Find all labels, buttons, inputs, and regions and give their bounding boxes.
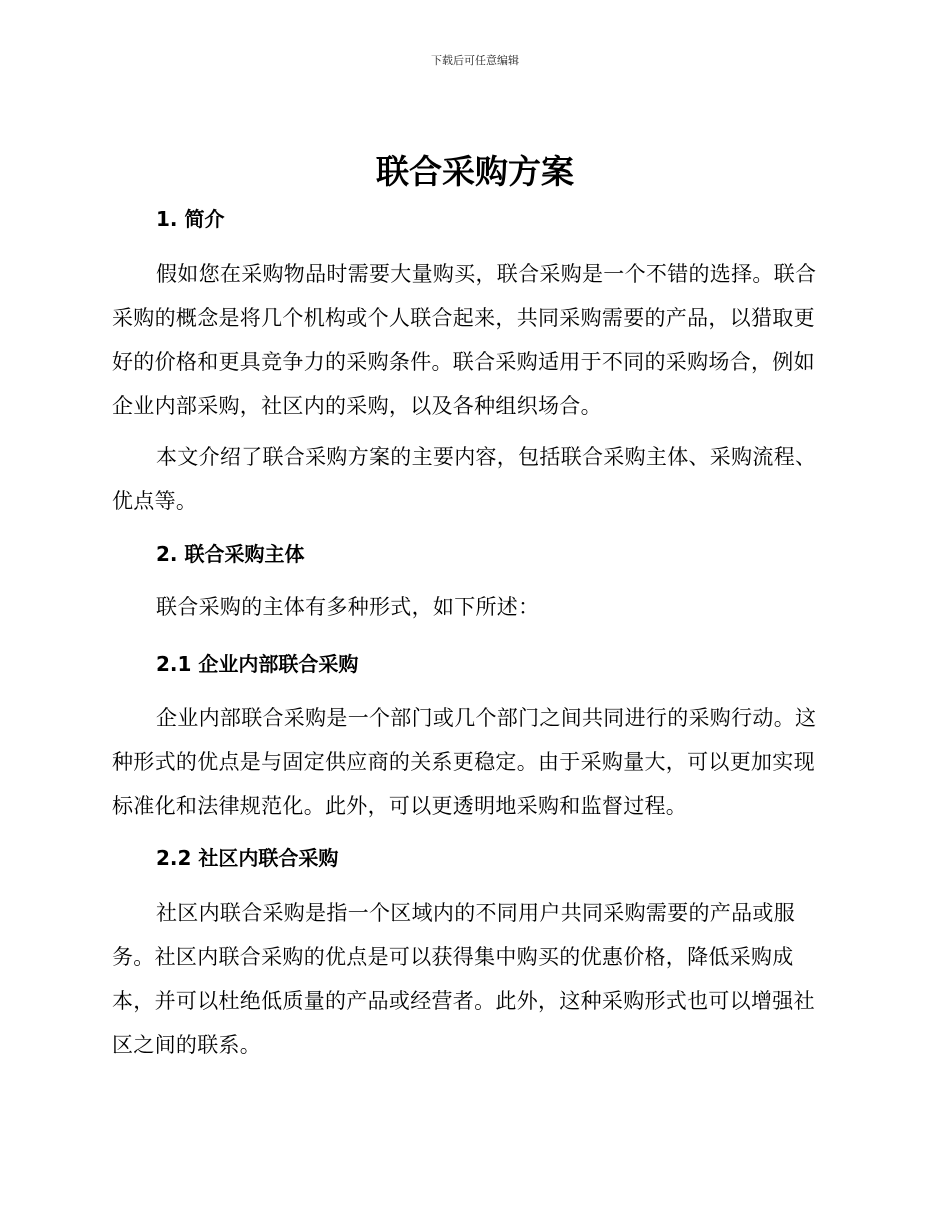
section-heading-community: 2.2 社区内联合采购 [156, 846, 339, 870]
paragraph-intro-2: 本文介绍了联合采购方案的主要内容，包括联合采购主体、采购流程、优点等。 [112, 445, 817, 513]
paragraph-internal-1: 企业内部联合采购是一个部门或几个部门之间共同进行的采购行动。这种形式的优点是与固定供应商的关系更稳定。由于采购量大，可以更加实现标准化和法律规范化。此外，可以更透明地采购和监督过程。 [112, 706, 817, 818]
section-heading-internal: 2.1 企业内部联合采购 [156, 652, 359, 676]
section-heading-subject: 2. 联合采购主体 [156, 542, 305, 566]
document-title: 联合采购方案 [376, 152, 574, 191]
paragraph-community-1: 社区内联合采购是指一个区域内的不同用户共同采购需要的产品或服务。社区内联合采购的优点是可以获得集中购买的优惠价格，降低采购成本，并可以杜绝低质量的产品或经营者。此外，这种采购形式也可以增强社区之间的联系。 [112, 901, 815, 1057]
header-note: 下载后可任意编辑 [431, 54, 519, 67]
section-heading-intro: 1. 简介 [156, 207, 225, 231]
paragraph-intro-1: 假如您在采购物品时需要大量购买，联合采购是一个不错的选择。联合采购的概念是将几个机构或个人联合起来，共同采购需要的产品，以猎取更好的价格和更具竞争力的采购条件。联合采购适用于不同的采购场合，例如企业内部采购，社区内的采购，以及各种组织场合。 [112, 262, 817, 418]
paragraph-subject-1: 联合采购的主体有多种形式，如下所述： [156, 595, 540, 619]
